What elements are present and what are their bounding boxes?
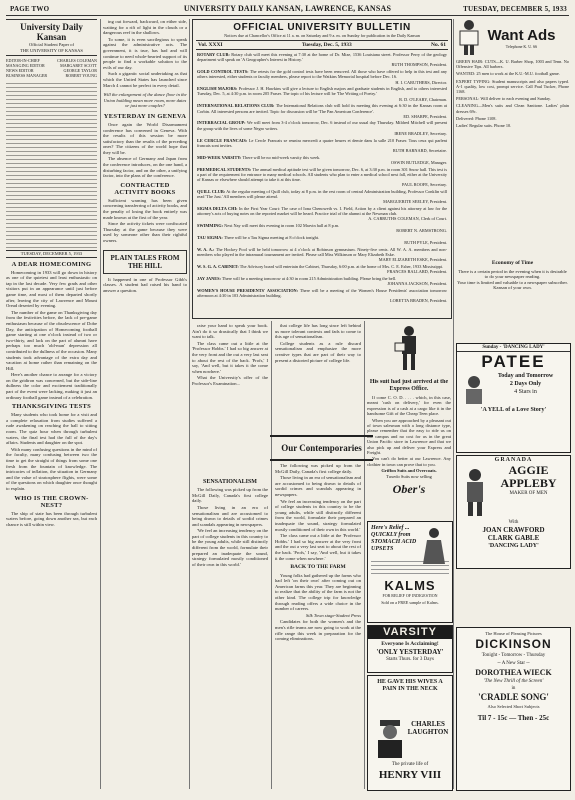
page-header (4, 3, 571, 15)
issue-date: TUESDAY, DECEMBER 5, 1933 (463, 5, 567, 13)
bulletin-notice-text: In the First Year Court: The case of Iona Chenoweth vs. I. Field, Action by a client against his attorney at law for the attorney's acts of buying notes on the reported market will be heard. Practice trial of the alumni at the Newman club. (197, 205, 448, 217)
editorial-paragraph: The absence of Germany and Japan from the conference introduces, on the one hand, a disturbing factor, and on the other, a unifying factor, into the plans of the conference. (103, 156, 187, 179)
economy-text: There is a certain period in the evening when it is desirable to do your newspaper reading. (458, 268, 567, 280)
want-ad-item: EXPERT TYPING: Student manuscripts and also papers typed. A-1 quality, low cost, prompt service. Call Paul Tucker, Phone 1168. (456, 78, 569, 95)
contemporaries-column-top (275, 323, 361, 431)
bulletin-notice (197, 235, 447, 245)
bulletin-notice-text: The retests for the gold control tests have been removed. All those who have offered to help in this test and any others interested, either students or faculty members, please report to the Watkins Memorial hospital before Dec. 16. (197, 69, 448, 80)
varsity-headline: Everyone Is Acclaiming! (381, 641, 439, 647)
patee-stars: 4 Stars in (514, 389, 537, 395)
dickinson-new-star: -- A New Star -- (497, 661, 530, 666)
editorial-heading: A DEAR HOMECOMING (11, 260, 92, 268)
express-ad-store: Tuxedo Suits now selling (386, 473, 432, 479)
bulletin-notice-heading: GOLD CONTROL TESTS: (197, 69, 249, 75)
column-divider (453, 19, 454, 789)
bulletin-notice-signature: FRANCES BALLARD, President. (387, 269, 447, 275)
want-ad-item: CLEANING—Men's suits and Clean Sanitone. Ladies' plain dresses 69c. (456, 103, 569, 114)
want-ad-item: GREEN HAIR: CUTS—K. U. Barber Shop, 1003 and Tenn. No Offensive Tips. All barbers. (456, 59, 569, 70)
want-ad-item: Delivered: Phone 1108. (456, 115, 497, 121)
bulletin-notice-heading: ENGLISH MAJORS: (197, 86, 238, 92)
bulletin-notice-heading: SIGMA DELTA CHI: (197, 205, 238, 211)
bulletin-notice-signature: R. D. O'LEARY, Chairman. (399, 96, 447, 102)
want-ads-subtitle: Telephone K. U. 66 (505, 44, 538, 49)
dickinson-tagline: The House of Pleasing Pictures (485, 631, 542, 636)
bulletin-notice (197, 189, 447, 205)
bulletin-notice-text: Professor J. H. Hawkins will give a lecture to English majors and graduate students in English, and to others interested Tuesday, Dec. 5, at 4:30 p.m. in room 205 Fraser. The topic of his lecture will be 'The Writing of Poetry.' (197, 86, 447, 97)
henry-viii-ad (367, 675, 453, 791)
granada-title: AGGIE APPLEBY (500, 463, 557, 490)
want-ad-item: PERSONAL: Will deliver to each evening and Sunday. (456, 96, 551, 102)
kalms-tagline: FOR RELIEF OF INDIGESTION (382, 593, 438, 598)
express-ad (367, 379, 451, 517)
bulletin-notice-text: There will be a Tau Sigma meeting at 8 o'clock tonight. (223, 235, 320, 240)
bulletin-notice-text: There will be a meeting tomorrow at 4:30 in room 215 Administration building. Please bring the bell. (221, 275, 397, 281)
bulletin-notice-text: The International Relations club will hold its meeting this evening at 6:30 in the Kansas room at Corbin. All interested persons are invited. Topic for discussion will be 'The Pan American Conference'. (197, 103, 447, 114)
column-divider (100, 19, 101, 789)
patee-run: 2 Days Only (509, 381, 542, 387)
bulletin-notice-heading: WOMEN'S HOUSE PRESIDENTS' ASSOCIATION: (197, 287, 299, 293)
express-ad-headline: His suit had just arrived at the Express Office. (369, 379, 449, 392)
bulletin-notice-heading: INTERRACIAL GROUP: (197, 120, 246, 126)
bulletin-notice-signature: IRENE BRADLEY, Secretary. (394, 130, 447, 136)
bulletin-notice-text: Le Cercle Francais se reunira mercredi a quatre heures et demie dans la salle 210 Fraser. Tous ceux qui parlent francais sont invites. (197, 137, 447, 148)
granada-logo: GRANADA (494, 457, 533, 463)
masthead-subtitle: Official Student Paper of (28, 42, 75, 47)
bulletin-volume: Vol. XXXI (198, 42, 223, 48)
patee-ad (456, 343, 571, 453)
bulletin-notice-text: The Advisory board will entertain the Cabinet, Thursday, 6:00 p.m. at the home of Mrs. C. E. Esher, 1933 Mississippi. (239, 264, 444, 270)
granada-star: CLARK GABLE (487, 534, 540, 542)
masthead-university: THE UNIVERSITY OF KANSAS (20, 47, 83, 53)
editorial-paragraph: Homecoming in 1933 will go down in history as one of the quietest and least enthusiastic on tap in the last decade. Very few grads and other visitors put in an appearance until just before game time, and most of them departed shortly after, leaving the city of Lawrence and Mount Oread deserted by evening. (6, 269, 97, 309)
bulletin-notice (197, 223, 447, 233)
want-ad-item: Ladies' Regular suits. Phone 10. (456, 123, 512, 129)
article-paragraph: raise your hand to speak your book. Ain't do it so drastically that I think we want to talk. (192, 323, 268, 340)
staff-role: BUSINESS MANAGER (6, 73, 48, 78)
paper-title: UNIVERSITY DAILY KANSAN, LAWRENCE, KANSAS (183, 4, 392, 13)
article-heading: BACK TO THE FARM (290, 564, 346, 570)
kalms-ad-headline: Here's Relief ... QUICKLY from STOMACH ACID UPSETS (371, 525, 417, 552)
editorial-paragraph: Once again the World Disarmament conference has convened in Geneva. With the results of this session be more satisfactory than the results of the preceding ones? The citizens of the world hope that they will be. (103, 121, 187, 155)
staff-person: CHARLES COLEMAN (57, 58, 97, 63)
our-contemporaries-heading: Our Contemporaries (270, 435, 373, 461)
plain-tales-column (192, 323, 268, 788)
varsity-dates: Starts Thurs. for 3 Days (386, 657, 434, 662)
granada-subtitle: MAKER OF MEN (509, 491, 548, 496)
bulletin-notice-text: The annual medical aptitude test will be given tomorrow, Dec. 6, at 3:30 p.m. in room 301 Snow hall. This test is a part of the requirement for entrance to many medical schools. All students who plan to enter a medical school next fall, either at the University of Kansas or elsewhere should attempt to take it at this time. (197, 166, 447, 182)
bulletin-body (193, 52, 451, 303)
staff-row (6, 73, 97, 78)
editorial-paragraph: ing out forward, backward, on either side, waiting for a rift of light in the clouds or a dangerous reef in the shallows. (103, 19, 187, 36)
bulletin-notice-heading: W. A. A.: (197, 246, 215, 252)
varsity-ad (367, 625, 453, 673)
bulletin-notice-signature: RUTH THOMPSON, President. (391, 62, 447, 68)
bulletin-notice (197, 69, 447, 85)
bulletin-notice-signature: JOHANNA JACKSON, President. (387, 281, 447, 287)
granada-star: JOAN CRAWFORD (482, 526, 545, 534)
bulletin-notice-heading: ROTARY CLUB: (197, 52, 230, 57)
column-divider (364, 321, 365, 789)
bulletin-notice-signature: PAUL ROOFE, Secretary. (402, 182, 447, 188)
dickinson-logo: DICKINSON (475, 637, 552, 651)
bulletin-notice-text: There will be no mid-week varsity this week. (242, 154, 321, 160)
granada-with: With (508, 520, 519, 525)
dickinson-prices: Til 7 - 15c — Then - 25c (477, 714, 550, 722)
staff-role: NEWS EDITOR (6, 68, 34, 73)
editorial-heading: THANKSGIVING TESTS (11, 403, 92, 411)
bulletin-notice-signature: MARY ELIZABETH ESKE, President. (378, 257, 447, 263)
dickinson-schedule: Tonight - Tomorrow - Thursday (481, 653, 546, 658)
article-paragraph: The class came out a little at the 'Professor Hobbs.' I had so big answer at the very front and the out a very last seat to about the rest of the back. 'Profs,' I say, 'And well, but it takes it the come when nowhere.' (275, 533, 361, 561)
express-ad-text: When you are approached by a pleasant out of town salesman with a long distance type, please remember that the easy to ride us on our campus and no cost for us in the great Union Pacific store in Lawrence and that we also pick up and deliver your Express and Freight. (367, 417, 451, 456)
obers-logo: Ober's (392, 482, 426, 497)
dickinson-star: DOROTHEA WIECK (475, 668, 552, 677)
editorial-paragraph: Many students who took home for a visit and a complete relaxation from studies suffered a rude awakening on reaching the hall to sitting room. The quiz hour when through turbulent waters, the final test had the full of the day's affairs. Students and daughter on the spot. (6, 412, 97, 446)
staff-person: MARGARET SCOTT (60, 63, 97, 68)
article-paragraph: that college life has long since left behind us more tolerant contexts and fads to come to this age of sensationalism. (275, 323, 361, 340)
back-to-farm-column (275, 563, 361, 788)
masthead (6, 19, 97, 56)
bulletin-notice-text: We will meet from 3-4 o'clock tomorrow, Dec. 6 instead of our usual day Thursday. Mildred Mitchell will present the group with the lives of some Negro writers. (197, 120, 447, 131)
varsity-logo: VARSITY (368, 626, 452, 639)
economy-text: Kansan of your own. (493, 285, 532, 291)
bulletin-notice-text: Next Nay will meet this evening in room 102 Marvin hall at 8 p.m. (224, 223, 340, 229)
editorial-paragraph: To some, it is even sacrilegious to speak against the administrative acts. The government, it is true, has had and will continue to need whole-hearted support of its people to find a workable solution to the evils of our day. (103, 36, 187, 70)
henry-ad-headline: HE GAVE HIS WIVES A PAIN IN THE NECK (377, 679, 443, 692)
dickinson-subtitle: 'The New Thrill of the Screen' (483, 679, 544, 684)
bulletin-notice (197, 138, 447, 154)
bulletin-notice-heading: PREMEDICAL STUDENTS: (197, 166, 252, 172)
express-ad-store: Griffon Suits and Overcoats. (381, 468, 437, 474)
henry-ad-title: HENRY VIII (378, 769, 442, 781)
column-divider (189, 19, 190, 789)
article-paragraph: College students as a rule discard sensationalism and emphasize the more creative types that are part of their way to present a distorted picture of college life. (275, 340, 361, 363)
couple-portrait-icon (463, 374, 485, 404)
dickinson-ad (456, 627, 571, 791)
bulletin-notice-text: At the regular meeting of Quill club, today at 8 p.m. in the rest room of central Administration building, Professor Conklin will read 'The Just.' All members will please attend. (197, 188, 447, 200)
bulletin-notice-text: The Hockey Pool will be held tomorrow at 4 o'clock at Robinson gymnasium. Ninety-five cents. All W. A. A. members and non-members who played in the intramural tournament are invited. Please call Miss Wilkinson or Mary Elizabeth Eske. (197, 246, 448, 258)
bulletin-notice-heading: QUILL CLUB: (197, 188, 226, 194)
bulletin-notice-heading: SWIMMING: (197, 223, 224, 229)
article-paragraph: The following was picked up from the McGill Daily, Canada's first college daily. (275, 463, 361, 474)
editorial-column-2 (103, 19, 187, 799)
bulletin-notice (197, 52, 447, 68)
bulletin-notice-signature: H. I. CARUTHERS, Director. (395, 79, 447, 85)
patee-schedule: Today and Tomorrow (497, 373, 554, 379)
fine-print-block (6, 80, 97, 248)
staff-role: EDITOR-IN-CHIEF (6, 58, 40, 63)
bulletin-meta (196, 40, 448, 50)
bulletin-title: OFFICIAL UNIVERSITY BULLETIN (233, 22, 411, 33)
article-paragraph: Those living in an era of sensationalism and are accustomed to being drawn to details of sordid crimes and scandals appearing in newspapers. (275, 475, 361, 497)
article-paragraph: The following was picked up from the McGill Daily, Canada's first college daily. (192, 487, 268, 504)
article-paragraph: Young folks had gathered up the farms who had left 'on their own' after coming out on American farms this year. They are beginning to realize that the ability of the farm is not the other kind. The college trip for knowledge through reading offers a wide choice in the number of careers. (275, 572, 361, 612)
henry-ad-star: CHARLES LAUGHTON (407, 720, 449, 736)
dateline: TUESDAY, DECEMBER 5, 1933 (6, 250, 97, 258)
bulletin-notice-signature: A. CARRUTHS COLEMAN, Clerk of Court. (368, 216, 447, 222)
boy-reading-icon (454, 19, 484, 55)
granada-feature: 'DANCING LADY' (488, 543, 539, 549)
kalms-offer: Sold on a FREE sample of Kalms. (381, 600, 439, 605)
editorial-heading: CONTRACTED ACTIVITY BOOKS (114, 181, 176, 196)
editorial-column-1 (6, 19, 97, 799)
dickinson-feature: 'CRADLE SONG' (478, 692, 549, 702)
bulletin-notice (197, 276, 447, 286)
bulletin-number: No. 61 (431, 42, 446, 48)
express-illustration (367, 323, 451, 378)
want-ads-list (456, 59, 569, 128)
bulletin-notice (197, 288, 447, 304)
granada-ad (456, 455, 571, 569)
page-number: PAGE TWO (10, 5, 50, 13)
bulletin-notice (197, 247, 447, 263)
article-paragraph: 'We feel an increasing tendency on the part of college students in this country to be the young adults, while still distinctly different from the world, formulate their prepared an inadequate the sound, strategy formulated mostly conditioned of their own in this world.' (192, 528, 268, 567)
article-paragraph: 'We feel an increasing tendency on the part of college students in this country to be the young adults, while still distinctly different from the world, formulate their prepared an inadequate the sound, strategy formulated mostly conditioned of their own in this world.' (275, 498, 361, 532)
editorial-heading: WHO IS THE CROWN-NEST? (14, 494, 89, 509)
editorial-paragraph: Such a gigantic social undertaking as that which the United States has launched since March 4 cannot be perfect in every detail. (103, 71, 187, 88)
economy-text: Your time is limited and valuable to a newspaper subscriber. (457, 279, 568, 285)
masthead-name: University Daily Kansan (20, 22, 83, 42)
bulletin-notice-text: Rotary club will meet this evening at 7:30 at the home of Dr. Mize, 1536 Louisiana street. Professor Perry of the geology department will speak on 'A Geographer's Interest in History.' (197, 52, 448, 63)
column-divider (271, 321, 272, 789)
man-with-package-icon (389, 323, 429, 373)
editorial-paragraph: Since the activity tickets were confiscated Thursday at the game because they were used by someone other than their rightful owners. (103, 221, 187, 243)
patee-logo: PATEE (481, 352, 546, 371)
bulletin-notice (197, 86, 447, 102)
bulletin-notice-heading: LE CERCLE FRANCAIS: (197, 137, 248, 143)
patee-coming: Sunday - 'DANCING LADY' (457, 344, 570, 352)
dickinson-shorts: Also Selected Short Subjects (487, 704, 540, 709)
editorial-paragraph: The ship of state has been through turbulent waters before, going down another sea, but each chance is still within view. (6, 510, 97, 527)
staff-list (6, 58, 97, 78)
patee-feature: 'A YELL of a Love Story' (480, 407, 547, 413)
actor-figure-icon (462, 468, 488, 516)
bulletin-notice (197, 206, 447, 222)
bulletin-notice-heading: TAU SIGMA: (197, 235, 223, 240)
article-paragraph: What the University's offer of the Professor's Examination... (192, 375, 268, 386)
header-rule (6, 15, 569, 16)
editorial-paragraph: The number of the game on Thanksgiving day from the festivities before, the lack of pre-game enthusiasm because of the obsolescence of Dobe Day, the anticipation of Homecoming football game starting at one o'clock instead of two or two-thirty, and lack on the part of alumni have perhaps too much 'old-man' depression all contributed to the dullness of the occasion. Many students took advantage of the extra day and vacation at home rather than remaining on the Hill. (6, 309, 97, 371)
bulletin-notice (197, 120, 447, 136)
editorial-paragraph: Sufficient warning has been given concerning transferring of activity books, and the penalty of losing the book entirely was made known at the first of the year. (103, 197, 187, 220)
staff-person: GEORGE TAYLOR (63, 68, 97, 73)
bulletin-notice-signature: RUTH BARNARD, Secretaire. (392, 147, 447, 153)
bulletin-notice-signature: ROBERT N. ARMSTRONG. (396, 228, 447, 234)
bulletin-notice (197, 103, 447, 119)
woman-figure-icon (419, 526, 449, 566)
bulletin-notice-heading: INTERNATIONAL RELATIONS CLUB: (197, 103, 275, 109)
bulletin-notice-signature: OSWIN BUTLEDGE, Manager. (390, 159, 447, 165)
newspaper-page (4, 3, 571, 798)
editorial-heading: YESTERDAY IN GENEVA (103, 112, 187, 120)
article-source: Silk Town stage-Student Press (305, 612, 361, 618)
editorial-paragraph: It happened in one of Professor Gibb's classes. A student had raised his hand to answer a question. (103, 276, 187, 293)
economy-of-time-notice (456, 261, 569, 339)
king-portrait-icon (374, 718, 406, 758)
article-heading: SENSATIONALISM (203, 478, 257, 485)
kalms-ad (367, 521, 453, 623)
economy-title: Economy of Time (491, 260, 534, 266)
want-ads (456, 19, 569, 130)
bulletin-notice (197, 167, 447, 188)
bulletin-subtitle: Notices due at Chancellor's Office at 11 a. m. on Saturday and 9 a. m. on Sunday for publication in the Daily Kansan (224, 33, 420, 38)
bulletin-notice (197, 264, 447, 274)
bulletin-notice-signature: MARGUERITE SEELEY, President. (383, 199, 447, 205)
staff-person: ROBERT YOUNG (65, 73, 97, 78)
bulletin-notice-heading: MID-WEEK VARSITY: (197, 154, 242, 160)
want-ads-title: Want Ads (487, 27, 556, 44)
bulletin-notice-heading: JAY JANES: (197, 275, 221, 281)
dickinson-in: in (511, 686, 516, 691)
article-paragraph: Those living in an era of sensationalism and are accustomed to being drawn to details of sordid crimes and scandals appearing in newspapers. (192, 504, 268, 527)
bulletin-notice-signature: LORETTA BRADEN, President. (390, 298, 447, 304)
bulletin-notice-text: There will be a meeting of the Women's House Presidents' association tomorrow afternoon at 4:30 in 103 Administration building. (197, 287, 448, 299)
want-ad-item: WANTED: 25 men to work at the K.U.-M.U. football game. (456, 71, 560, 77)
bulletin-notice (197, 155, 447, 165)
kalms-logo: KALMS (384, 578, 436, 593)
express-ad-text: If come C. O. D. . . . . which, in this case, meant 'cash on delivery,' for even the expression is of a cash at a cargo like it in the handsome Gift of the Cheap Teen place. (367, 395, 451, 417)
editorial-note: Will the enlargement of the dance floor in the Union building mean more room, more dates or just more couples? (103, 92, 187, 109)
bulletin-date: Tuesday, Dec. 5, 1933 (301, 42, 352, 48)
article-paragraph: Candidates for both the women's and the men's rifle teams are now going to work at the rifle range this week in preparation for the coming eliminations. (275, 619, 361, 642)
editorial-paragraph: With many confusing questions in the mind of the faculty, many confusing between two the time to get the straight of things from some one fresh from the fountain of knowledge. The intricacies of inflation, the situation in Germany and the value of stratosphere flights, were some of the questions on which daughter once thought to explain. (6, 446, 97, 491)
bulletin-notice-heading: W. S. G. A. CABINET: (197, 264, 239, 270)
henry-ad-subtitle: The private life of (391, 762, 429, 767)
varsity-feature: 'ONLY YESTERDAY' (376, 648, 444, 656)
bulletin-notice-signature: RUTH PYLE, President. (404, 240, 447, 246)
bulletin-notice-signature: ED. SHARPE, President. (403, 113, 447, 119)
editorial-paragraph: Here's another chance to arrange for a victory on the gridiron was concerned, but the side-line dullness the color and excitement traditionally part of the event were lacking, making it just an ordinary football game instead of a celebration. (6, 372, 97, 400)
article-paragraph: The class came out a little at the 'Professor Hobbs.' I had so big answer at the very front and the out a very last seat to about the rest of the back. 'Profs,' I say, 'And well, but it takes it the come when nowhere.' (192, 340, 268, 374)
official-bulletin (192, 19, 452, 319)
plain-tales-box: PLAIN TALES FROM THE HILL (103, 250, 187, 274)
express-ad-text: You can't do better at our Lawrence. Any clothier in town can prove that to you. (367, 456, 451, 467)
staff-role: MANAGING EDITOR (6, 63, 45, 68)
